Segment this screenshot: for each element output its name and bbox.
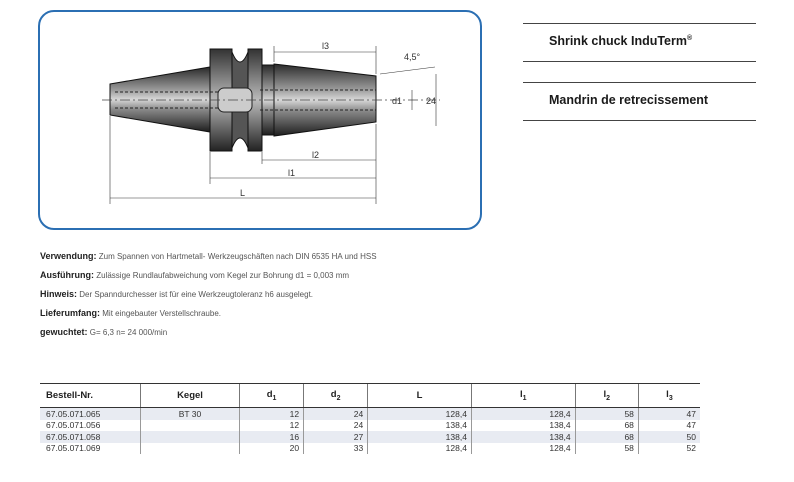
cell-l3: 50 [638, 431, 700, 443]
table-row [40, 431, 700, 443]
cell-L: 128,4 [368, 408, 472, 420]
col-bestell: Bestell-Nr. [40, 384, 141, 408]
col-kegel: Kegel [141, 384, 240, 408]
cell-d2: 27 [304, 431, 368, 443]
cell-d2: 33 [304, 443, 368, 455]
table-row [40, 420, 700, 432]
cell-nr: 67.05.071.058 [40, 431, 141, 443]
chuck-drawing [40, 12, 484, 232]
cell-d1: 20 [240, 443, 304, 455]
cell-l2: 58 [575, 408, 638, 420]
cell-L: 138,4 [368, 431, 472, 443]
cell-l1: 138,4 [471, 420, 575, 432]
dim-angle-label: 4,5° [404, 52, 421, 62]
cell-l1: 138,4 [471, 431, 575, 443]
dim-l2-label: l2 [312, 150, 320, 160]
desc-hinweis: Hinweis: Der Spanndurchesser ist für eine Werkzeugtoleranz h6 ausgelegt. [40, 289, 314, 299]
cell-l2: 58 [575, 443, 638, 455]
technical-drawing-frame [38, 10, 482, 230]
table-row [40, 408, 700, 420]
cell-d2: 24 [304, 408, 368, 420]
col-l1: $l_1$ [471, 384, 575, 408]
cell-l3: 52 [638, 443, 700, 455]
cell-l2: 68 [575, 420, 638, 432]
cell-d1: 12 [240, 420, 304, 432]
cell-kegel [141, 431, 240, 443]
cell-l2: 68 [575, 431, 638, 443]
col-l3: $l_3$ [638, 384, 700, 408]
cell-L: 138,4 [368, 420, 472, 432]
col-l2: $l_2$ [575, 384, 638, 408]
table-header-row [40, 384, 700, 408]
dim-d1-label: d1 [392, 96, 403, 106]
col-d1: $d_1$ [240, 384, 304, 408]
cell-L: 128,4 [368, 443, 472, 455]
cell-d2: 24 [304, 420, 368, 432]
taper-shank [110, 67, 210, 132]
cell-nr: 67.05.071.065 [40, 408, 141, 420]
title-row-fr [523, 82, 756, 121]
desc-verwendung: Verwendung: Zum Spannen von Hartmetall- Werkzeugschäften nach DIN 6535 HA und HSS [40, 251, 377, 261]
title-row-de [523, 23, 756, 62]
desc-lieferumfang: Lieferumfang: Mit eingebauter Verstellschraube. [40, 308, 221, 318]
cell-d1: 12 [240, 408, 304, 420]
desc-ausfuehrung: Ausführung: Zulässige Rundlaufabweichung vom Kegel zur Bohrung d1 = 0,003 mm [40, 270, 350, 280]
cell-kegel [141, 443, 240, 455]
cell-nr: 67.05.071.056 [46, 420, 101, 431]
col-L: L [368, 384, 472, 408]
cell-l1: 128,4 [471, 443, 575, 455]
table-body [40, 408, 700, 455]
title-de: Shrink chuck InduTerm® [549, 34, 693, 48]
cell-l3: 47 [638, 408, 700, 420]
product-description [40, 250, 480, 345]
product-titles [523, 23, 756, 121]
col-d2: $d_2$ [304, 384, 368, 408]
cell-kegel: BT 30 [141, 408, 240, 420]
desc-gewuchtet: gewuchtet: G= 6,3 n= 24 000/min [40, 327, 168, 337]
cell-l3: 47 [638, 420, 700, 432]
dim-l3-label: l3 [322, 41, 330, 51]
dim-L-label: L [240, 188, 246, 198]
cell-d1: 16 [240, 431, 304, 443]
cell-nr: 67.05.071.069 [46, 443, 101, 454]
dim-24-label: 24 [426, 96, 437, 106]
cell-l1: 128,4 [471, 408, 575, 420]
order-table [40, 383, 700, 454]
table-row [40, 443, 700, 455]
dim-l1-label: l1 [288, 168, 296, 178]
cell-kegel [141, 420, 240, 432]
title-fr: Mandrin de retrecissement [549, 93, 709, 107]
